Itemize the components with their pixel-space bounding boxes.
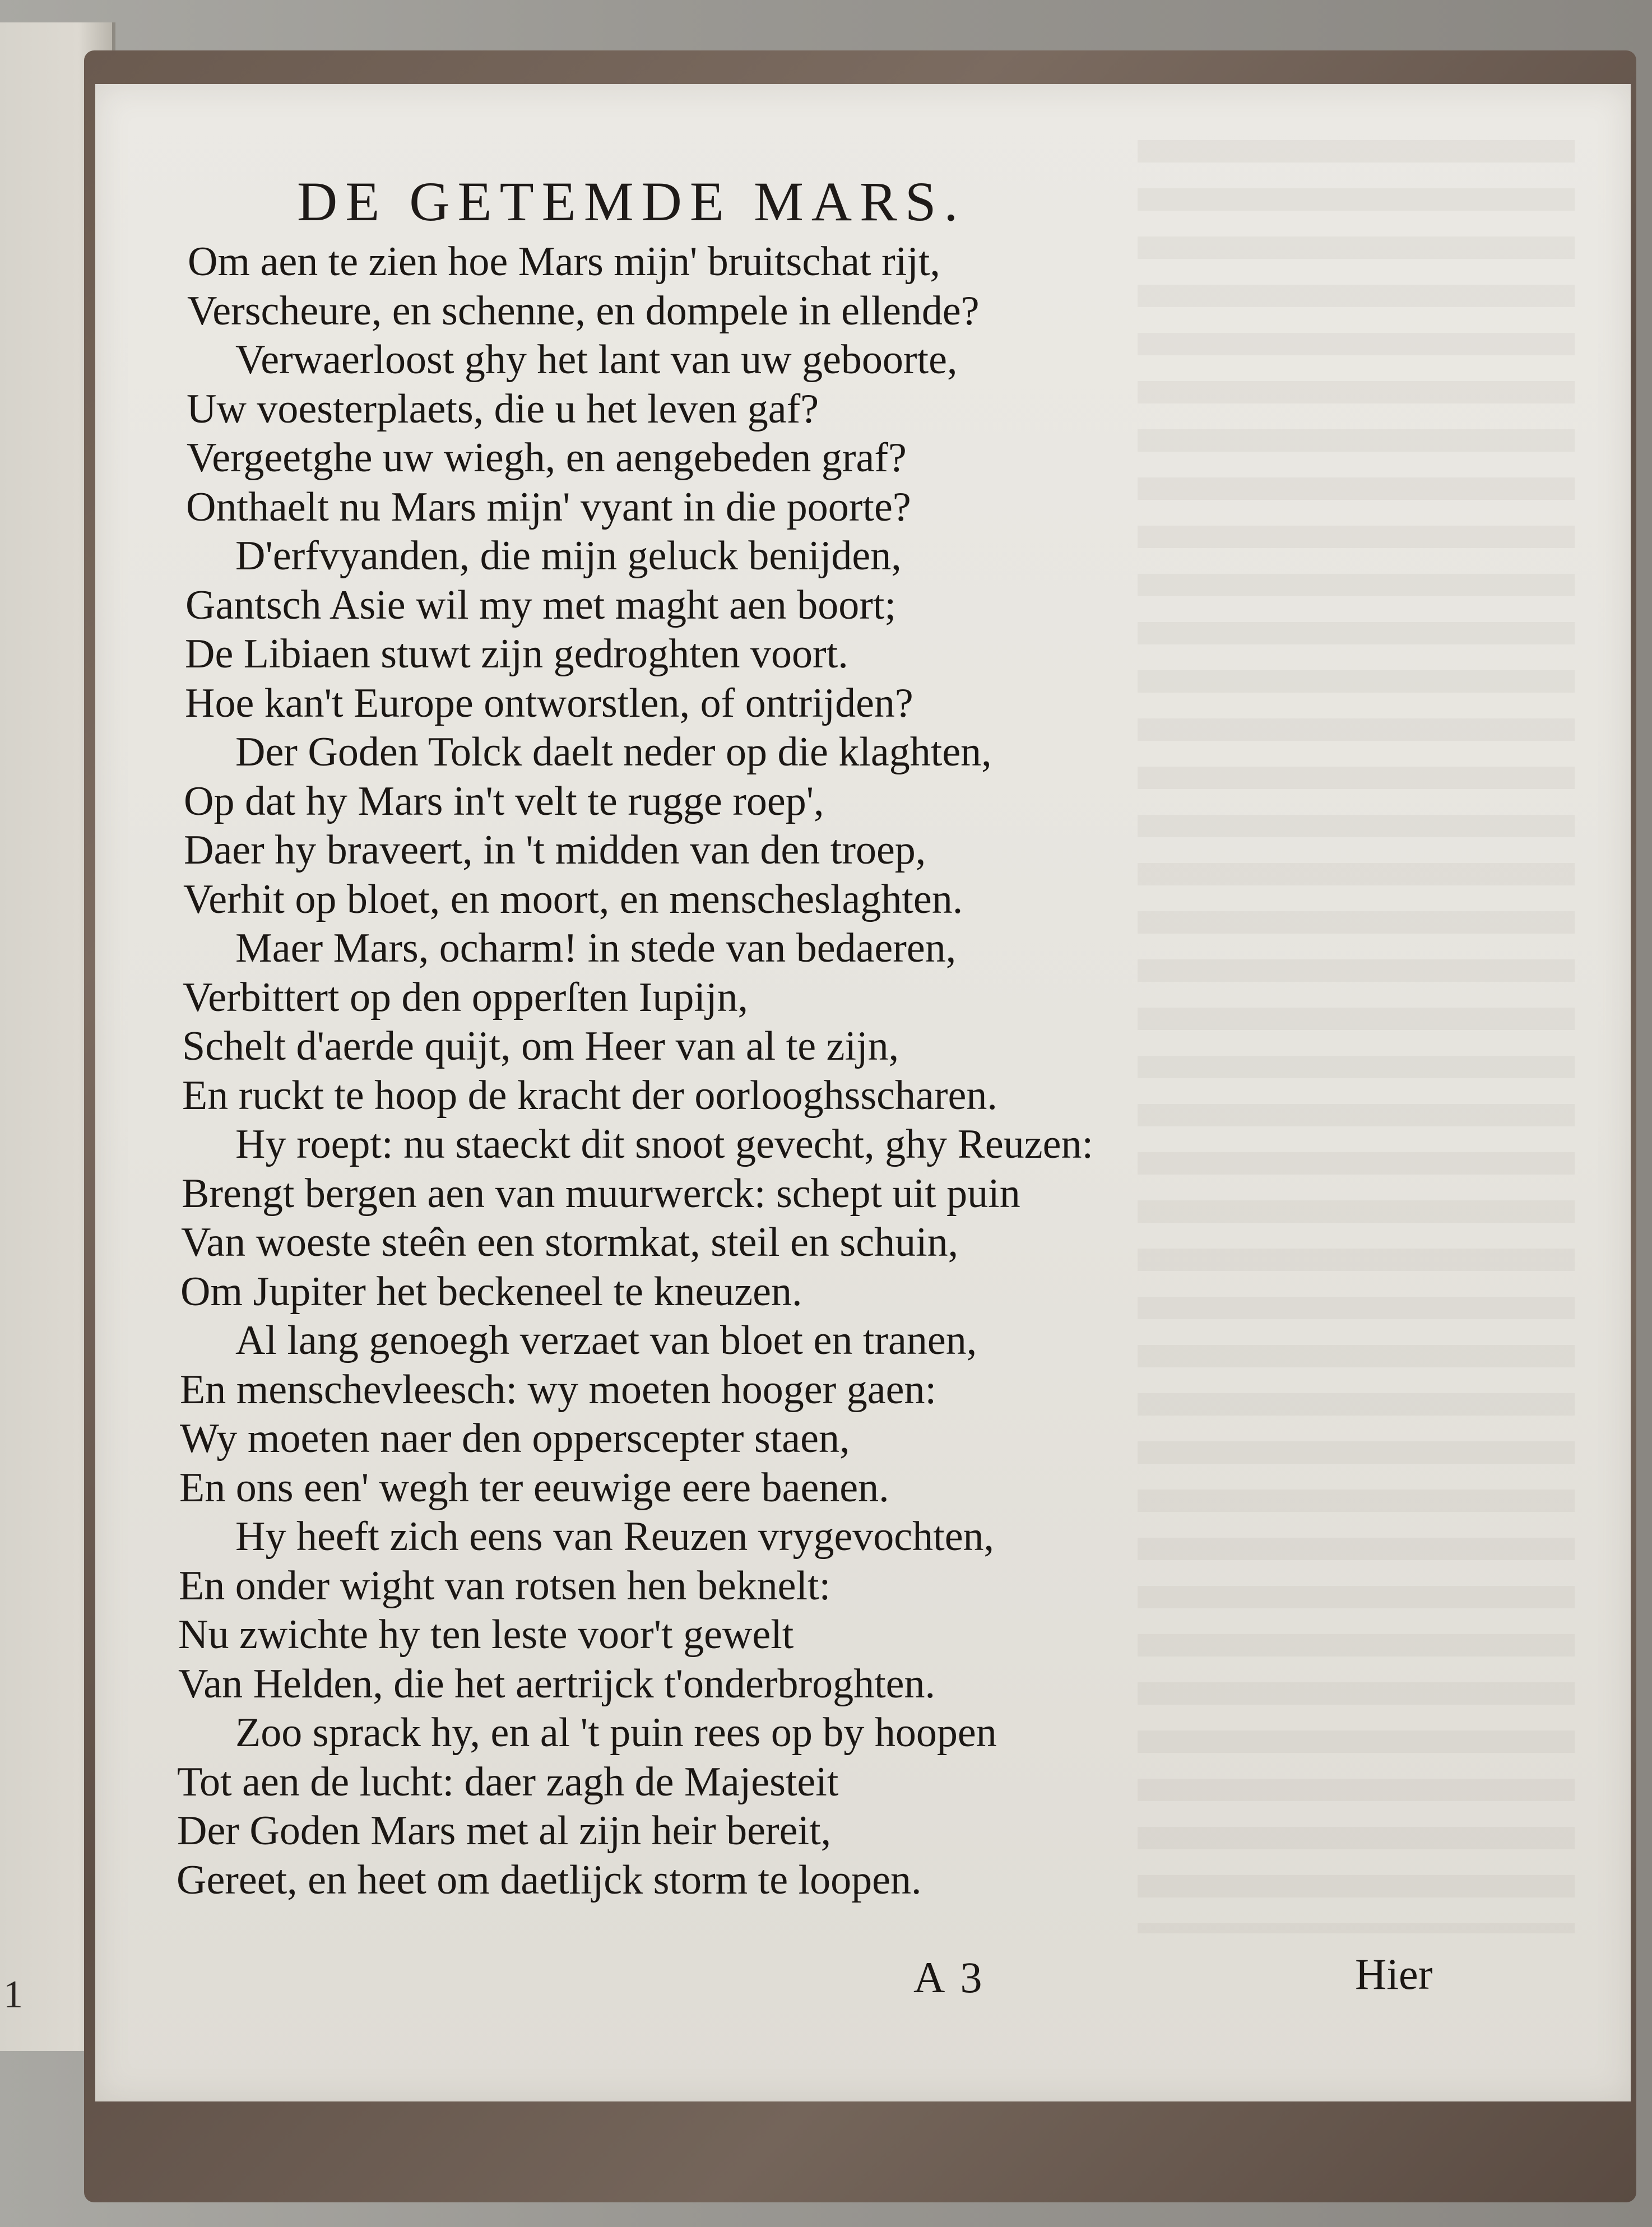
show-through-text	[1138, 140, 1575, 1933]
verse-line: Verbittert op den opperſten Iupijn,	[183, 975, 749, 1020]
verse-line: Tot aen de lucht: daer zagh de Majesteit	[177, 1759, 839, 1805]
verse-line: Gantsch Asie wil my met maght aen boort;	[185, 582, 897, 628]
verse-line: Der Goden Tolck daelt neder op die klaghten,	[235, 729, 992, 775]
verse-line: Schelt d'aerde quijt, om Heer van al te zijn,	[182, 1023, 899, 1069]
verse-line: Daer hy braveert, in 't midden van den troep,	[184, 827, 926, 873]
verse-line: Vergeetghe uw wiegh, en aengebeden graf?	[187, 435, 907, 481]
verse-line: D'erfvyanden, die mijn geluck benijden,	[235, 533, 902, 579]
verse-line: Wy moeten naer den opperscepter staen,	[180, 1416, 850, 1462]
facing-page-text-fragment: 1	[3, 1973, 23, 2016]
verse-line: Verhit op bloet, en moort, en menscheslaghten.	[183, 876, 963, 922]
verse-line: En menschevleesch: wy moeten hooger gaen:	[180, 1367, 937, 1413]
verse-line: Brengt bergen aen van muurwerck: schept uit puin	[182, 1171, 1020, 1217]
verse-line: Van woeste steên een stormkat, steil en schuin,	[181, 1219, 959, 1265]
running-head: DE GETEMDE MARS.	[297, 170, 966, 233]
verse-line: Hoe kan't Europe ontworstlen, of ontrijden?	[185, 680, 913, 726]
verse-line: Gereet, en heet om daetlijck storm te loopen.	[177, 1857, 922, 1903]
catchword: Hier	[1355, 1950, 1433, 1998]
verse-line: Maer Mars, ocharm! in stede van bedaeren,	[235, 925, 957, 971]
verse-line: Al lang genoegh verzaet van bloet en tranen,	[235, 1317, 977, 1363]
verse-line: Nu zwichte hy ten leste voor't gewelt	[178, 1612, 794, 1658]
signature-mark: A 3	[913, 1953, 986, 2002]
verse-line: Op dat hy Mars in't velt te rugge roep',	[184, 778, 824, 824]
verse-line: Hy roept: nu staeckt dit snoot gevecht, ghy Reuzen:	[235, 1121, 1094, 1167]
verse-line: Zoo sprack hy, en al 't puin rees op by hoopen	[235, 1710, 997, 1756]
verse-line: Onthaelt nu Mars mijn' vyant in die poorte?	[186, 484, 911, 530]
verse-line: Van Helden, die het aertrijck t'onderbroghten.	[178, 1661, 936, 1707]
verse-line: Der Goden Mars met al zijn heir bereit,	[177, 1808, 832, 1854]
verse-line: Uw voesterplaets, die u het leven gaf?	[187, 386, 819, 432]
verse-line: Verscheure, en schenne, en dompele in ellende?	[187, 288, 980, 334]
verse-line: Verwaerloost ghy het lant van uw geboorte,	[235, 337, 958, 383]
verse-line: Hy heeft zich eens van Reuzen vrygevochten,	[235, 1514, 995, 1560]
verse-line: Om aen te zien hoe Mars mijn' bruitschat rijt,	[188, 239, 940, 285]
verse-line: En ruckt te hoop de kracht der oorlooghsscharen.	[182, 1073, 997, 1119]
verse-line: En onder wight van rotsen hen beknelt:	[179, 1563, 831, 1609]
verse-line: Om Jupiter het beckeneel te kneuzen.	[180, 1269, 802, 1315]
verse-line: De Libiaen stuwt zijn gedroghten voort.	[185, 631, 848, 677]
verse-line: En ons een' wegh ter eeuwige eere baenen.	[179, 1465, 889, 1511]
